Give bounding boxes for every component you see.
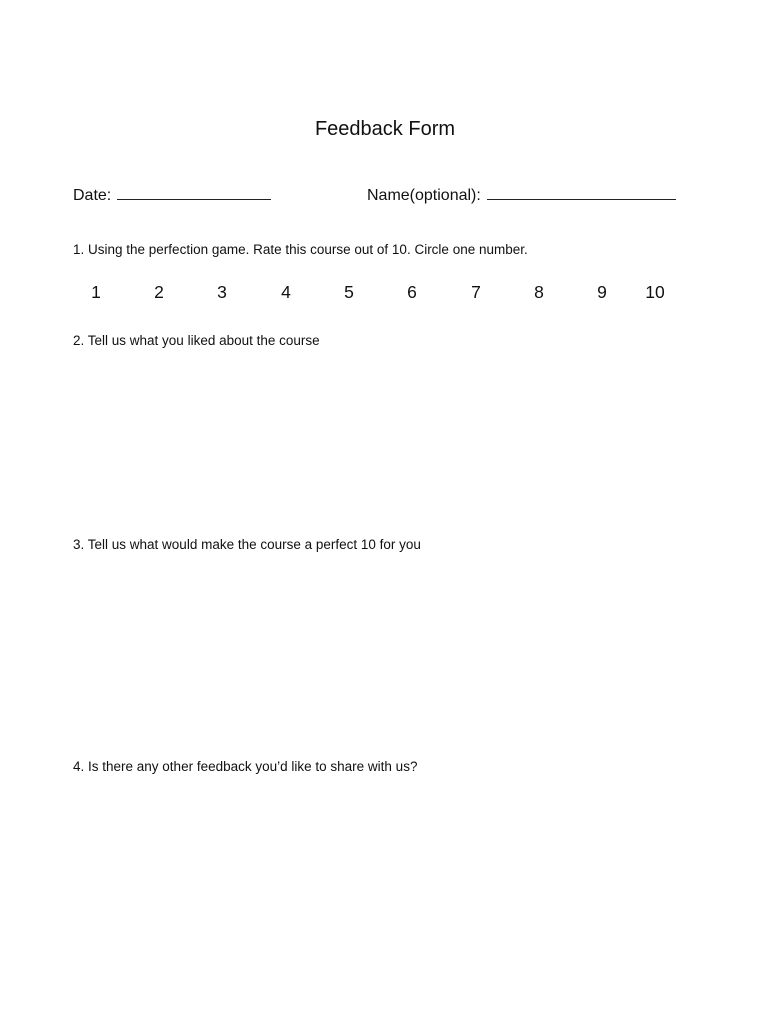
answer-area-3[interactable] [73,565,693,755]
rating-option[interactable]: 8 [534,282,544,302]
rating-option[interactable]: 4 [281,282,291,302]
name-field [367,185,676,205]
form-title: Feedback Form [314,118,456,140]
date-input-line[interactable] [117,185,271,200]
date-field [73,185,271,205]
answer-area-4[interactable] [73,787,693,987]
question-2: 2. Tell us what you liked about the course [73,333,320,348]
answer-area-2[interactable] [73,360,693,530]
rating-option[interactable]: 3 [217,282,227,302]
rating-option[interactable]: 7 [471,282,481,302]
rating-option[interactable]: 2 [154,282,164,302]
date-label: Date: [73,187,112,204]
question-3: 3. Tell us what would make the course a perfect 10 for you [73,537,421,552]
question-4: 4. Is there any other feedback you’d like to share with us? [73,759,418,774]
rating-option[interactable]: 5 [344,282,354,302]
name-label: Name(optional): [367,187,481,204]
name-input-line[interactable] [487,185,676,200]
rating-option[interactable]: 1 [91,282,101,302]
rating-option[interactable]: 6 [407,282,417,302]
question-1: 1. Using the perfection game. Rate this course out of 10. Circle one number. [73,242,528,257]
rating-option[interactable]: 10 [645,282,665,302]
rating-option[interactable]: 9 [597,282,607,302]
